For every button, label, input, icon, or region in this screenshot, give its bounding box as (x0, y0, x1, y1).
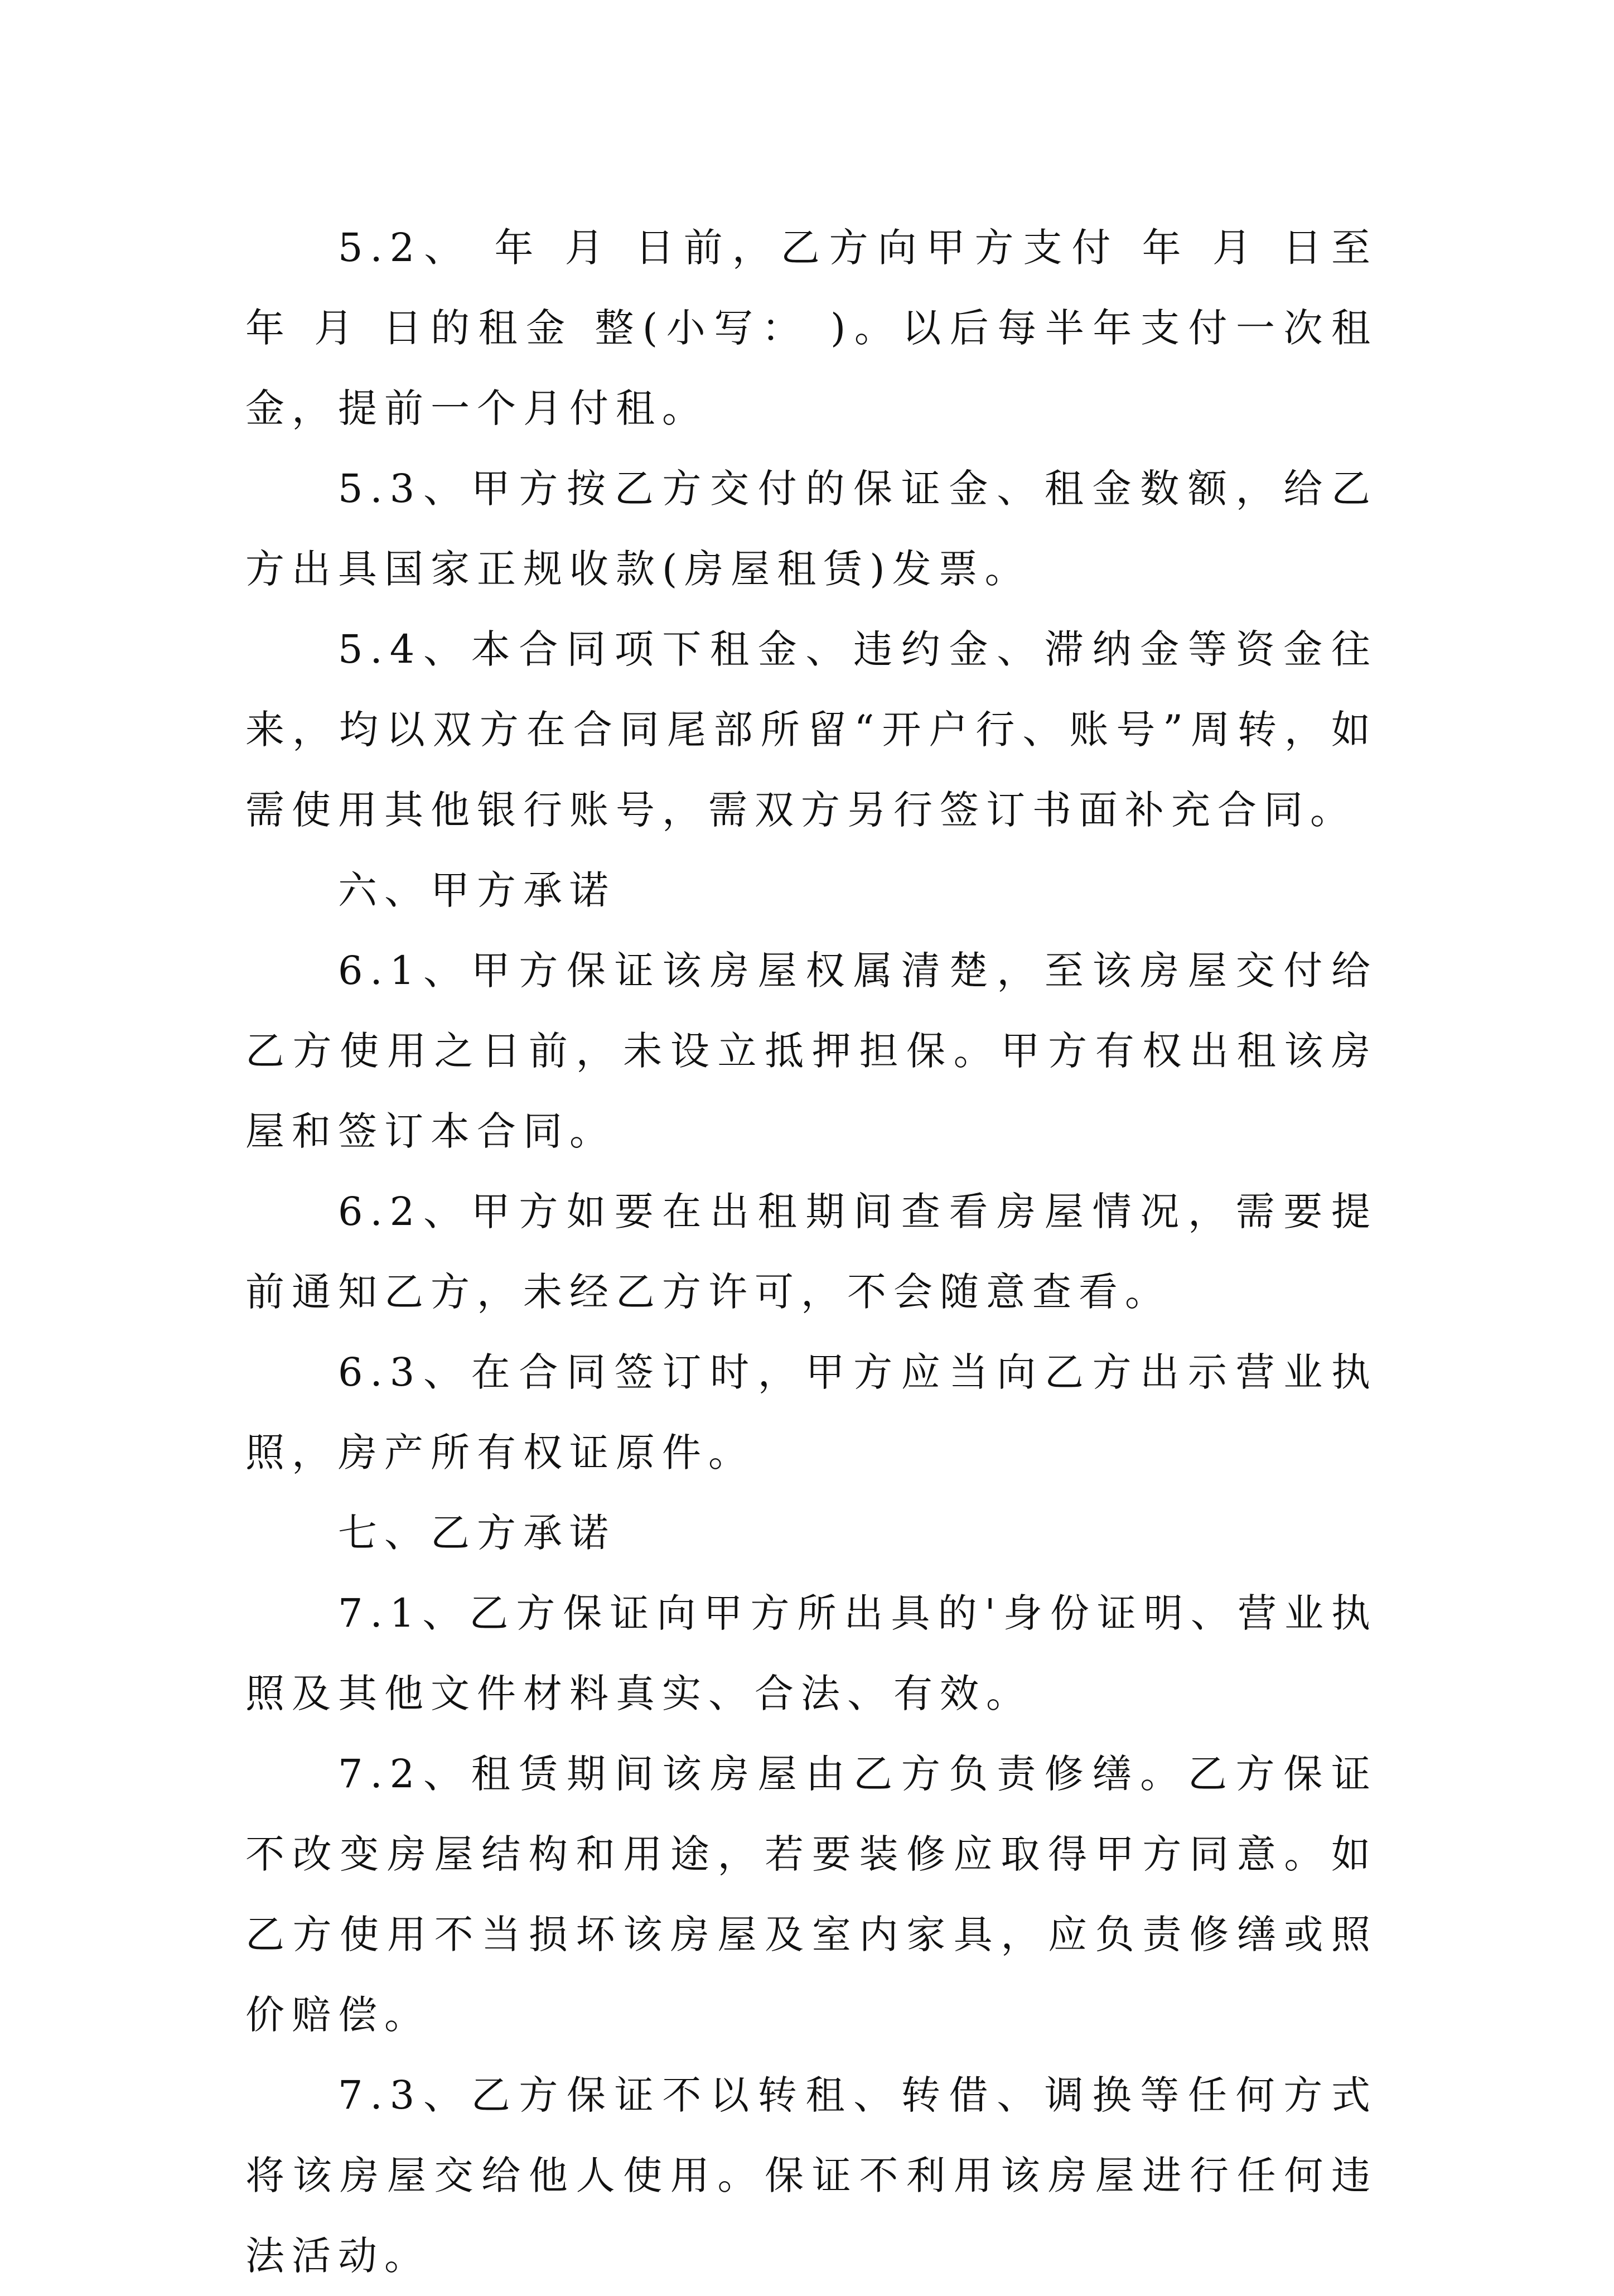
document-body (245, 208, 1378, 2296)
clause-6-3: 6.3、在合同签订时，甲方应当向乙方出示营业执照，房产所有权证原件。 (245, 1349, 1378, 1475)
clause-7-2: 7.2、租赁期间该房屋由乙方负责修缮。乙方保证不改变房屋结构和用途，若要装修应取得甲方同意。如乙方使用不当损坏该房屋及室内家具，应负责修缮或照价赔偿。 (245, 1751, 1378, 2038)
section-heading-7: 七、乙方承诺 (338, 1510, 616, 1556)
clause-6-1: 6.1、甲方保证该房屋权属清楚，至该房屋交付给乙方使用之日前，未设立抵押担保。甲方有权出租该房屋和签订本合同。 (245, 948, 1378, 1154)
clause-5-2: 5.2、 年 月 日前，乙方向甲方支付 年 月 日至 年 月 日的租金 整(小写： )。以后每半年支付一次租金，提前一个月付租。 (245, 225, 1378, 431)
clause-7-3: 7.3、乙方保证不以转租、转借、调换等任何方式将该房屋交给他人使用。保证不利用该房屋进行任何违法活动。 (245, 2072, 1378, 2279)
clause-5-4: 5.4、本合同项下租金、违约金、滞纳金等资金往来，均以双方在合同尾部所留“开户行、账号”周转，如需使用其他银行账号，需双方另行签订书面补充合同。 (245, 626, 1378, 833)
clause-7-1: 7.1、乙方保证向甲方所出具的'身份证明、营业执照及其他文件材料真实、合法、有效。 (245, 1590, 1378, 1716)
clause-6-2: 6.2、甲方如要在出租期间查看房屋情况，需要提前通知乙方，未经乙方许可，不会随意查看。 (245, 1189, 1378, 1315)
clause-5-3: 5.3、甲方按乙方交付的保证金、租金数额，给乙方出具国家正规收款(房屋租赁)发票。 (245, 466, 1378, 592)
section-heading-6: 六、甲方承诺 (338, 867, 616, 913)
